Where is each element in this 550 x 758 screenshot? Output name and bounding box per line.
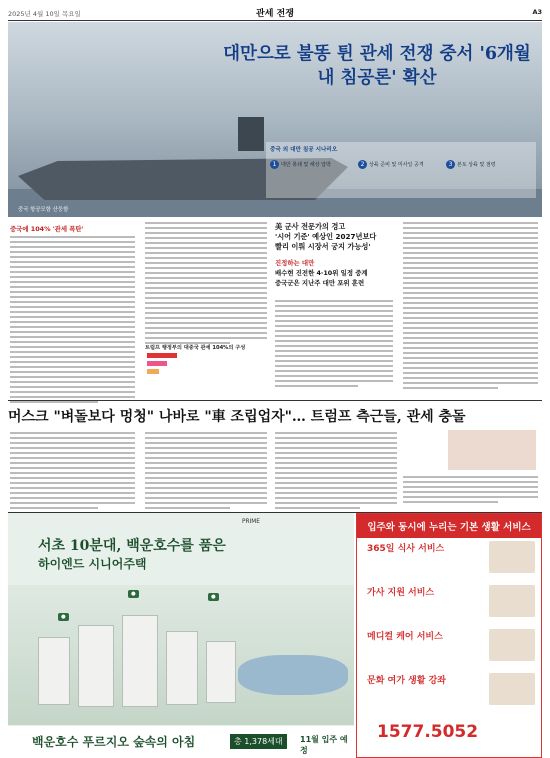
main-headline: 대만으로 불똥 튄 관세 전쟁 중서 '6개월 내 침공론' 확산 [223,44,531,88]
hero-photo [8,22,542,217]
apartment-ad [8,513,354,758]
carrier-tower [238,117,264,151]
service-item: 가사 지원 서비스 [357,582,543,622]
info-graphic [266,142,536,198]
service-item: 365일 식사 서비스 [357,538,543,578]
divider [8,400,542,401]
ad-footer [8,726,354,758]
services-banner: 입주와 동시에 누리는 기본 생활 서비스 [357,514,541,538]
ad-unit-count: 총 1,378세대 [230,734,287,749]
ad-brand: PRIME [242,519,260,525]
service-item: 메디컬 케어 서비스 [357,626,543,666]
article-text [145,432,267,512]
service-item: 문화 여가 생활 강좌 [357,670,543,710]
tariff-table: 트럼프 행정부의 대중국 관세 104%의 구성 [145,344,273,384]
article-text [145,222,267,347]
page-header [8,4,542,21]
ad-title-1: 서초 10분대, 백운호수를 품은 [38,538,226,554]
section-title: 관세 전쟁 [256,9,294,19]
article-text [403,222,538,392]
date: 2025년 4월 10일 목요일 [8,10,81,18]
portrait-photos [448,430,536,470]
info-title: 중국 외 대만 침공 시나리오 [270,147,338,153]
services-ad [356,513,542,758]
second-headline: 머스크 "벼돌보다 멍청" 나바로 "車 조립업자"… 트럼프 측근들, 관세 충돌 [8,409,466,425]
advertisement [8,512,542,758]
ad-move-in-date: 11월 입주 예정 [300,735,348,755]
article-subhead: 중국에 104% '관세 폭탄' [10,225,84,233]
phone-number: 1577.5052 [377,722,479,742]
ad-project-name: 백운호수 푸르지오 숲속의 아침 [32,735,196,749]
article-text [275,432,397,512]
ad-title-2: 하이엔드 시니어주택 [38,557,147,571]
sidebar-headline: 美 군사 전문가의 경고 '시어 기준' 예상인 2027년보다 빨리 이뤄 시장서 궁지 가능성' 진정하는 대만 배수현 진전한 4·10위 일정 중계 중국군은 지난주 대만 포위 훈련 [275,222,377,287]
article-text [10,236,135,406]
page-number: A3 [532,8,542,16]
article-text [403,476,538,506]
photo-caption: 중국 항공모함 산둥함 [18,207,69,213]
sidebar-text [275,300,393,390]
article-text [10,432,135,512]
info-col-1: 1 대만 봉쇄 및 해상 압박 [270,160,356,169]
info-col-3: 3 본토 상륙 및 점령 [446,160,532,169]
info-col-2: 2 상륙 준비 및 미사일 공격 [358,160,444,169]
ad-site-map: ● ● ● [8,585,354,725]
